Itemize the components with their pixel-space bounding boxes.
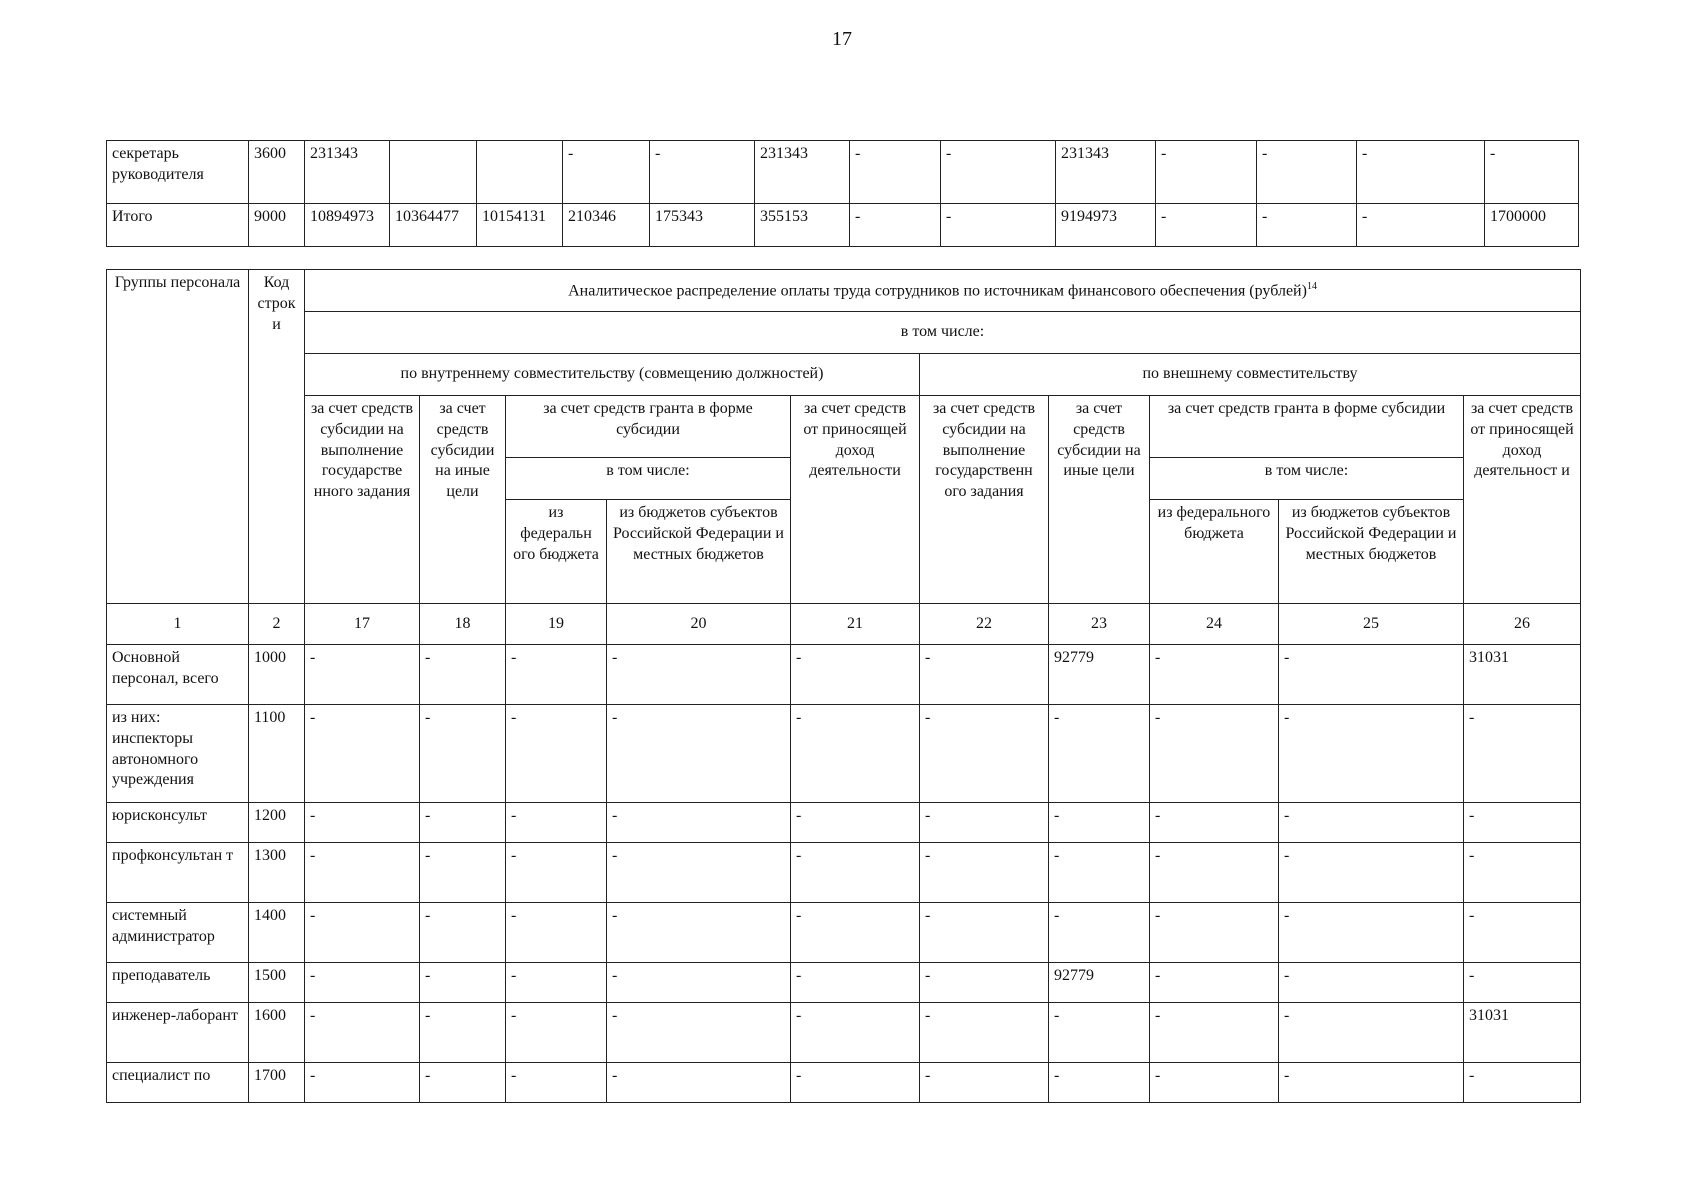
- row-label: инженер-лаборант: [107, 1003, 249, 1063]
- table-cell: 231343: [305, 141, 390, 204]
- row-label: из них: инспекторы автономного учреждения: [107, 705, 249, 803]
- table-cell: -: [791, 705, 920, 803]
- table-cell: -: [563, 141, 650, 204]
- table-cell: -: [1279, 843, 1464, 903]
- table-cell: -: [506, 1063, 607, 1103]
- row-label: Основной персонал, всего: [107, 645, 249, 705]
- column-number: 19: [506, 604, 607, 645]
- table-cell: -: [1150, 803, 1279, 843]
- table-row: [107, 705, 1581, 803]
- row-code: 1000: [249, 645, 305, 705]
- column-number: 24: [1150, 604, 1279, 645]
- header-int-grant-incl: в том числе:: [506, 458, 791, 500]
- table-cell: 175343: [650, 204, 755, 247]
- column-numbers-row: [107, 604, 1581, 645]
- table-cell: -: [420, 843, 506, 903]
- table-cell: -: [1257, 141, 1357, 204]
- table-row: [107, 963, 1581, 1003]
- table-cell: -: [506, 963, 607, 1003]
- table-cell: -: [607, 803, 791, 843]
- table-cell: -: [1279, 1003, 1464, 1063]
- table-cell: -: [1357, 204, 1485, 247]
- table-cell: -: [607, 705, 791, 803]
- table-cell: 10894973: [305, 204, 390, 247]
- row-code: 1600: [249, 1003, 305, 1063]
- row-label: юрисконсульт: [107, 803, 249, 843]
- header-ext-subsidy-other: за счет средств субсидии на иные цели: [1049, 396, 1150, 604]
- table-cell: -: [1279, 645, 1464, 705]
- table-cell: -: [920, 803, 1049, 843]
- header-incl: в том числе:: [305, 312, 1581, 354]
- row-code: 3600: [249, 141, 305, 204]
- header-groups: Группы персонала: [107, 270, 249, 604]
- header-ext-income: за счет средств от приносящей доход деятельност и: [1464, 396, 1581, 604]
- table-cell: -: [1279, 963, 1464, 1003]
- table-cell: -: [1150, 705, 1279, 803]
- table-cell: -: [791, 803, 920, 843]
- header-internal: по внутреннему совместительству (совмещению должностей): [305, 354, 920, 396]
- table-cell: -: [791, 1063, 920, 1103]
- table-cell: -: [1150, 843, 1279, 903]
- column-number: 20: [607, 604, 791, 645]
- row-code: 1500: [249, 963, 305, 1003]
- column-number: 23: [1049, 604, 1150, 645]
- table-cell: -: [920, 903, 1049, 963]
- column-number: 22: [920, 604, 1049, 645]
- table-cell: -: [420, 903, 506, 963]
- table-cell: -: [607, 903, 791, 963]
- table-cell: -: [1150, 645, 1279, 705]
- table-cell: -: [791, 963, 920, 1003]
- table-cell: -: [506, 903, 607, 963]
- table-cell: -: [1150, 963, 1279, 1003]
- table-cell: 31031: [1464, 645, 1581, 705]
- table-cell: -: [420, 1003, 506, 1063]
- table-cell: -: [305, 843, 420, 903]
- table-cell: -: [506, 705, 607, 803]
- table-cell: -: [1464, 705, 1581, 803]
- header-ext-grant-regional: из бюджетов субъектов Российской Федерации и местных бюджетов: [1279, 500, 1464, 604]
- table-cell: -: [941, 204, 1056, 247]
- column-number: 1: [107, 604, 249, 645]
- table-cell: -: [1357, 141, 1485, 204]
- footnote-marker: 14: [1306, 281, 1317, 292]
- table-cell: -: [420, 705, 506, 803]
- table-cell: -: [850, 141, 941, 204]
- table-cell: [390, 141, 477, 204]
- table-cell: -: [607, 843, 791, 903]
- row-code: 1400: [249, 903, 305, 963]
- row-code: 1300: [249, 843, 305, 903]
- table-cell: -: [920, 705, 1049, 803]
- table-cell: -: [305, 645, 420, 705]
- row-label: специалист по: [107, 1063, 249, 1103]
- table-cell: -: [1464, 963, 1581, 1003]
- column-number: 25: [1279, 604, 1464, 645]
- table-row: [107, 903, 1581, 963]
- header-ext-subsidy-state: за счет средств субсидии на выполнение государственн ого задания: [920, 396, 1049, 604]
- row-label: профконсультан т: [107, 843, 249, 903]
- header-ext-grant-incl: в том числе:: [1150, 458, 1464, 500]
- column-number: 17: [305, 604, 420, 645]
- table-cell: -: [1049, 1003, 1150, 1063]
- header-analytic: [305, 270, 1581, 312]
- table-cell: -: [1279, 903, 1464, 963]
- row-code: 1100: [249, 705, 305, 803]
- column-number: 18: [420, 604, 506, 645]
- header-int-grant: за счет средств гранта в форме субсидии: [506, 396, 791, 458]
- table-cell: -: [305, 705, 420, 803]
- table-row: [107, 141, 1579, 204]
- header-external: по внешнему совместительству: [920, 354, 1581, 396]
- table-cell: -: [791, 843, 920, 903]
- table-cell: -: [1279, 1063, 1464, 1103]
- table-cell: 355153: [755, 204, 850, 247]
- table-row: [107, 1063, 1581, 1103]
- table-cell: -: [305, 963, 420, 1003]
- table-cell: -: [420, 1063, 506, 1103]
- table-cell: 10364477: [390, 204, 477, 247]
- table-cell: -: [305, 1063, 420, 1103]
- header-analytic-text: Аналитическое распределение оплаты труда сотрудников по источникам финансового обеспечения (рублей): [568, 282, 1307, 300]
- table-cell: -: [607, 1003, 791, 1063]
- continuation-table: [106, 140, 1579, 247]
- table-row: [107, 843, 1581, 903]
- table-cell: -: [920, 963, 1049, 1003]
- table-cell: -: [1049, 843, 1150, 903]
- table-cell: -: [1049, 803, 1150, 843]
- table-cell: 231343: [1056, 141, 1156, 204]
- table-cell: 231343: [755, 141, 850, 204]
- table-cell: -: [791, 903, 920, 963]
- salary-distribution-table: [106, 269, 1581, 1103]
- table-cell: -: [420, 963, 506, 1003]
- header-ext-grant-federal: из федерального бюджета: [1150, 500, 1279, 604]
- table-row: [107, 645, 1581, 705]
- table-cell: -: [506, 843, 607, 903]
- table-cell: -: [420, 803, 506, 843]
- table-cell: -: [1049, 1063, 1150, 1103]
- table-cell: -: [791, 645, 920, 705]
- table-cell: -: [1279, 803, 1464, 843]
- table-row: [107, 204, 1579, 247]
- page-number: 17: [832, 28, 852, 50]
- table-cell: -: [1464, 843, 1581, 903]
- table-cell: -: [607, 1063, 791, 1103]
- row-label: Итого: [107, 204, 249, 247]
- table-cell: [477, 141, 563, 204]
- column-number: 2: [249, 604, 305, 645]
- table-cell: 31031: [1464, 1003, 1581, 1063]
- table-cell: -: [305, 903, 420, 963]
- table-cell: 92779: [1049, 963, 1150, 1003]
- table-cell: 1700000: [1485, 204, 1579, 247]
- table-cell: -: [1156, 141, 1257, 204]
- table-cell: -: [506, 1003, 607, 1063]
- table-cell: -: [1049, 903, 1150, 963]
- table-cell: -: [920, 645, 1049, 705]
- header-int-grant-regional: из бюджетов субъектов Российской Федерации и местных бюджетов: [607, 500, 791, 604]
- header-int-subsidy-other: за счет средств субсидии на иные цели: [420, 396, 506, 604]
- table-cell: -: [920, 1003, 1049, 1063]
- table-cell: -: [1464, 803, 1581, 843]
- table-cell: -: [1150, 903, 1279, 963]
- table-cell: -: [1257, 204, 1357, 247]
- table-cell: -: [506, 803, 607, 843]
- header-int-income: за счет средств от приносящей доход деятельности: [791, 396, 920, 604]
- column-number: 26: [1464, 604, 1581, 645]
- table-cell: 10154131: [477, 204, 563, 247]
- table-cell: -: [1485, 141, 1579, 204]
- table-cell: -: [1150, 1003, 1279, 1063]
- header-int-subsidy-state: за счет средств субсидии на выполнение государстве нного задания: [305, 396, 420, 604]
- header-ext-grant: за счет средств гранта в форме субсидии: [1150, 396, 1464, 458]
- table-cell: -: [1464, 1063, 1581, 1103]
- table-cell: -: [607, 645, 791, 705]
- table-cell: 92779: [1049, 645, 1150, 705]
- table-cell: -: [941, 141, 1056, 204]
- table-cell: -: [420, 645, 506, 705]
- table-cell: 210346: [563, 204, 650, 247]
- row-label: системный администратор: [107, 903, 249, 963]
- table-cell: -: [920, 1063, 1049, 1103]
- table-cell: -: [791, 1003, 920, 1063]
- table-cell: 9194973: [1056, 204, 1156, 247]
- table-cell: -: [1150, 1063, 1279, 1103]
- table-row: [107, 803, 1581, 843]
- table-cell: -: [650, 141, 755, 204]
- row-label: преподаватель: [107, 963, 249, 1003]
- table-cell: -: [1156, 204, 1257, 247]
- header-int-grant-federal: из федеральн ого бюджета: [506, 500, 607, 604]
- table-cell: -: [920, 843, 1049, 903]
- table-cell: -: [305, 1003, 420, 1063]
- table-cell: -: [607, 963, 791, 1003]
- table-cell: -: [1279, 705, 1464, 803]
- table-cell: -: [305, 803, 420, 843]
- column-number: 21: [791, 604, 920, 645]
- table-cell: -: [1464, 903, 1581, 963]
- header-code: Код строк и: [249, 270, 305, 604]
- table-cell: -: [850, 204, 941, 247]
- row-code: 1700: [249, 1063, 305, 1103]
- row-code: 9000: [249, 204, 305, 247]
- table-cell: -: [1049, 705, 1150, 803]
- row-label: секретарь руководителя: [107, 141, 249, 204]
- row-code: 1200: [249, 803, 305, 843]
- table-row: [107, 1003, 1581, 1063]
- table-cell: -: [506, 645, 607, 705]
